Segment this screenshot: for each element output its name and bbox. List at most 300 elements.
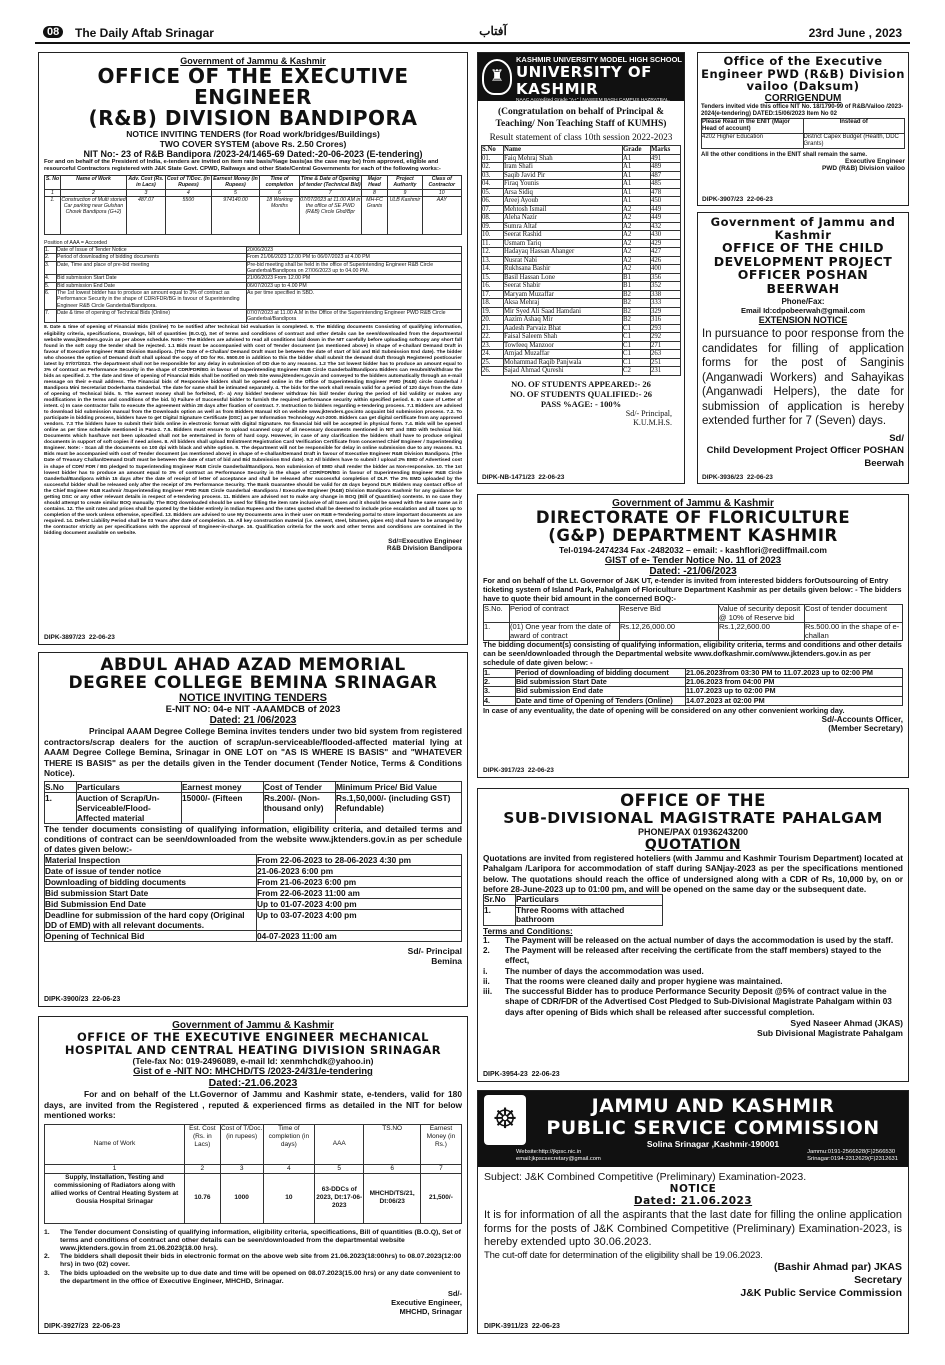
phone-jammu: Jammu:0191-2566528(F)2566530 xyxy=(807,1149,896,1155)
ad-intro: For and on behalf of the Lt. Governor of J&K UT, e-tender is invited from interested bidders forOutsourcing of Entry ticketing system of Island Park, Pahalgam of Floriculture Department Kashmir as per details given below: - The bidders have to quote their bid amount in the concerned BOQ:- xyxy=(483,576,902,603)
issue-date: 23rd June , 2023 xyxy=(808,26,902,40)
td: Supply, Installation, Testing and commissioning of Radiators along with allied works of Central Heating System at Gousia Hospital Srinagar xyxy=(45,1173,185,1223)
td: 20. xyxy=(482,316,504,325)
td: B2 xyxy=(623,316,651,325)
contract-table xyxy=(483,604,903,641)
td: 15. xyxy=(482,273,504,282)
td: 21-06-2023 6:00 pm xyxy=(257,865,462,876)
td: 14.07.2023 at 02:00 PM xyxy=(686,696,903,705)
td: 449 xyxy=(651,214,681,223)
cutoff-line: The cut-off date for determination of the eligibility shall be 19.06.2023. xyxy=(484,1249,763,1261)
td: B1 xyxy=(623,282,651,291)
td: 18. xyxy=(482,299,504,308)
signatory: Sd/- Principal xyxy=(407,945,462,956)
item-text: The Payment will be released on the actual number of days the accommodation is used by the staff. xyxy=(505,935,894,945)
ad-gov-line: Government of Jammu & Kashmir xyxy=(172,1020,334,1031)
ad-title: OFFICE OF THE EXECUTIVE ENGINEER xyxy=(97,64,409,109)
ref-no: DIPK-3917/23 xyxy=(483,767,525,774)
td: 1 xyxy=(45,1164,185,1173)
masthead-logo: آفتاب xyxy=(479,24,507,38)
td: Seerat Shabir xyxy=(504,282,623,291)
td: A1 xyxy=(623,171,651,180)
schedule-intro: The tender documents consisting of qualifying information, eligibility criteria, and detailed terms and conditions of contract can be seen/downloaded from the website www.jktenders.gov.in as per schedule of dates given below:- xyxy=(44,823,462,854)
table-row xyxy=(45,254,462,261)
td: A2 xyxy=(623,265,651,274)
page-header xyxy=(35,24,910,44)
td: 19. xyxy=(482,307,504,316)
ref-no: DIPK-3911/23 xyxy=(484,1323,528,1330)
ad-title: OFFICE OF THE EXECUTIVE ENGINEER MECHANICAL xyxy=(77,1030,429,1044)
dated-line: Dated: -21/06/2023 xyxy=(649,566,737,577)
th: Value of security deposit @ 10% of Reserve bid xyxy=(719,605,805,623)
td: 11.07.2023 up to 02:00 PM xyxy=(686,687,903,696)
td: 12. xyxy=(482,248,504,257)
dipk-ref xyxy=(702,196,773,203)
table-row xyxy=(482,231,681,240)
th: S.No xyxy=(482,146,504,155)
td: 2 xyxy=(185,1164,221,1173)
td: Period of downloading of bidding documents xyxy=(57,254,247,261)
td: Basil Hassan Lone xyxy=(504,273,623,282)
td: 1. xyxy=(45,792,77,823)
td: Pre-bid meeting shall be held in the office of Superintending Engineer R&B Circle Ganderbal/Bandipora on 27/06/2023 up to 04.00 PM. xyxy=(247,261,462,275)
th: Time of completion (in days) xyxy=(263,1124,314,1164)
td: 6 xyxy=(260,189,300,196)
table-row xyxy=(482,299,681,308)
table-header xyxy=(45,781,462,792)
td: Saqib Javid Pir xyxy=(504,171,623,180)
ref-date: 22-06-23 xyxy=(746,196,773,203)
td: Aksa Mehraj xyxy=(504,299,623,308)
table-row xyxy=(482,367,681,376)
td: 427 xyxy=(651,248,681,257)
td: 3 xyxy=(220,1164,263,1173)
page-number: 08 xyxy=(43,26,63,38)
td: Period of downloading of bidding document xyxy=(516,668,686,677)
td: From 21-06-2023 6:00 pm xyxy=(257,876,462,887)
td: 1. xyxy=(45,247,57,254)
th: TS.NO xyxy=(364,1124,420,1164)
ad-sdm-pahalgam xyxy=(477,788,909,1082)
td: 974140.00 xyxy=(211,196,260,234)
table-row xyxy=(482,154,681,163)
ad-title: JAMMU AND KASHMIR xyxy=(591,1095,835,1117)
td: Usmam Tariq xyxy=(504,239,623,248)
table-header xyxy=(702,118,905,133)
dipk-ref xyxy=(44,1323,120,1330)
auction-table xyxy=(44,781,462,824)
td: 430 xyxy=(651,231,681,240)
td: 2 xyxy=(61,189,127,196)
td: B2 xyxy=(623,307,651,316)
td: 7 xyxy=(299,189,361,196)
table-row xyxy=(482,324,681,333)
td: Auction of Scrap/Un-Serviceable/Flood-Affected material xyxy=(77,792,182,823)
td: C1 xyxy=(623,324,651,333)
item-no: 2. xyxy=(44,1253,50,1261)
table-row xyxy=(482,214,681,223)
signatory: Syed Naseer Ahmad (JKAS) xyxy=(790,1018,903,1029)
table-row xyxy=(482,282,681,291)
table-row xyxy=(482,171,681,180)
signatory: Executive Engineer xyxy=(845,157,905,165)
td: 4 xyxy=(165,189,211,196)
th: Name xyxy=(504,146,623,155)
td: Date, Time and place of pre-bid meeting xyxy=(57,261,247,275)
works-table xyxy=(44,1124,462,1224)
position-line: Position of AAA = Accorded xyxy=(44,239,108,246)
td: 18 Working Months xyxy=(260,196,300,234)
ad-title: ABDUL AHAD AZAD MEMORIAL xyxy=(100,655,406,675)
notes-list xyxy=(44,1229,462,1286)
table-row xyxy=(45,909,462,930)
td: Date & time of opening of Technical Bids (Online) xyxy=(57,309,247,323)
td: 400 xyxy=(651,265,681,274)
td: 450 xyxy=(651,197,681,206)
td: 3 xyxy=(127,189,166,196)
ad-title: DIRECTORATE OF FLORICULTURE xyxy=(535,508,851,527)
th: Cost of Tender xyxy=(264,781,336,792)
terms-heading: Terms and Conditions: xyxy=(483,925,573,936)
td: Date of issue of tender notice xyxy=(45,865,257,876)
td: From 22-06-2023 11:00 am xyxy=(257,887,462,898)
ad-notice: NOTICE INVITING TENDERS (for Road work/bridges/Buildings) xyxy=(126,129,380,139)
td: 1. xyxy=(484,668,516,677)
td: 14. xyxy=(482,265,504,274)
td: AAY xyxy=(422,196,461,234)
signatory-office: Sub Divisional Magistrate Pahalgam xyxy=(757,1028,903,1039)
td: A2 xyxy=(623,214,651,223)
td: Mehtosh Ismail xyxy=(504,205,623,214)
ad-body-text: Quotations are invited from registered hoteliers (with Jammu and Kashmir Tourism Department) located at Pahalgam /Laripora for accommodation of staff during SANjay-2023 as per the specifications mentioned below. The quotations should reach the office of undersigned along with a CDR of Rs, 10,000 by, on or before 28-June-2023 up to 01:00 pm, and will be opened on the same day or the subsequent date. xyxy=(483,853,903,894)
th: Est. Cost (Rs. in Lacs) xyxy=(185,1124,221,1164)
quotation-table xyxy=(483,894,663,926)
td: Rs.1,50,000/- (including GST) Refundable) xyxy=(336,792,462,823)
td: 5. xyxy=(45,282,57,289)
table-row xyxy=(482,358,681,367)
td: (01) One year from the date of award of contract xyxy=(510,623,620,641)
table-row xyxy=(482,222,681,231)
item-text: The Tender document Consisting of qualifying information, eligibility criteria, specifications, Bill of quantities (B.O.Q), Set of terms and conditions of contract and other details can be seen/downloaded from the departmental website www.jktenders.gov.in from 21.06.2023(18.00 hrs). xyxy=(60,1228,461,1252)
td: 21. xyxy=(482,324,504,333)
td: 432 xyxy=(651,222,681,231)
table-row xyxy=(482,256,681,265)
td: 4 xyxy=(263,1164,314,1173)
signatory-office: K.U.M.H.S. xyxy=(633,417,672,427)
table-row xyxy=(484,687,903,696)
nit-line: E-NIT NO: 04-e NIT -AAAMDCB of 2023 xyxy=(165,704,341,715)
td: Bid submission End date xyxy=(516,687,686,696)
ad-cdpo-beerwah xyxy=(697,212,909,484)
ref-no: DIPK-3954-23 xyxy=(483,1071,528,1078)
dipk-ref xyxy=(483,767,554,774)
ad-gov-line: Government of Jammu & Kashmir xyxy=(180,56,326,66)
ad-body-text: 8. Date & time of opening of Financial Bids (Online) To be notified after technical bid evaluation is completed. 9. The Bidding documents Consisting of qualifying information, eligibility criteria, specifications, Drawings, bill of quantities (B.O.Q), Set of terms and conditions of contract and other details can be seen/downloaded from the departmental website www.jktenders.gov.in as per above schedule. Note:- The Bidders are advised to read all conditions laid down in the NIT carefully before uploading softcopy any short fall found in the soft copy the tender shall be rejected. 1.1 Bids must be accompanied with cost of Tender document (as mentioned above) in shape of e-challan/ Demand Draft in favour of Executive Engineer R&B Division Bandipora. (The Date of e-Challan/ Demand Draft must be between the date of start of bid and Bid Submission End date). The bidder who chooses the option of Demand draft shall upload the copy of DD for Rs. 5500.00 in addition to this the bidder shall submit the demand draft through Registered post/courier latest by 07/07/2023. The department shall not be responsible for any delay in submission of DD due to any reasons. 1.2 The 1st lowest bidder has to produce an amount equal to 3% of contract as Performance Security in the shape of CDR/FDR/BG in favour of Superintending Engineer R&B Circle Ganderbal/Bandipora Bidders can resubmit/withdraw the bids as specified. 2. The date and time of opening of Financial Bids shall be notified on Web Site www.jktenders.gov.in and conveyed to the bidders automatically through an e-mail message on their e-mail address. The Financial bids of Responsive bidders shall be opened online in the Office of Superintending Engineer PWD (R&B) circle Ganderbal / Bandipora Mini Secretariat Doderhama Ganderbal. The date for same shall be intimated separately. 4. The bids for the work shall remain valid for a period of 120 days from the date of opening of Technical bids. 5. The earnest money shall be forfeited, If:- a) Any bidder/ tenderer withdraw his bid/ tender during the period of bid validity or makes any modifications in the terms and conditions of the bid. b) Failure of Successful bidder to furnish the required performance security within specified period. 6. In case of Letter of intent. c) In case contractor fails to execute the agreement within 28 days after fixation of contract. 7. Instruction to bidders regarding e-tendering process. 7.1 Bidders are advised to download bid submission manual from the Downloads option as well as from Bidders Manual Kit on website www.jktenders.gov.into acquaint bid submission process. 7.2. To participate in bidding process, bidders have to get Digital Signature Certificate (DSC) as per Information Technology Act-2000. Bidders can get digital certificate from any approved vendors. 7.3 The bidders have to submit their bids online in electronic format with digital Signature. No financial bid will be accepted in physical form. 7.4. Bids will be opened online as per time schedule mentioned in Para-2. 7.5. Bidders must ensure to upload scanned copy of all necessary documents mentioned in NIT and SBD with technical bid. Documents which has/have not been uploaded shall not be entertained in form of hard copy. However, in case of any clarification the bidders shall have to produce original documents in support of soft copies if need arises. 8. All bidders shall upload Enlistment Registration Card Verification Certificate from concerned Chief Engineer / Superintending Engineer. Note: - Scan all the documents on 100 dpi with black and white option. 9. The department will not be responsible for delay in online submission due to any reasons. 9.1 Bids must be accompanied with cost of Tender document (as mentioned above) in shape of e-challan/Demand Draft in favour of Executive Engineer R&B Division Bandipora. (The Date of Treasury Challan/Demand Draft must be between the date of start of bid and Bid Submission End date). 9.2 All bidders have to submit / upload 2% EMD of Advertised cost in shape of CDR/ FDR / BG pledged to Superintending Engineer R&B Circle Ganderbal/Bandipora. Non submission of EMD shall render the bidder as Non-responsive. 10. The 1st lowest bidder has to produce an amount equal to 3% of contract as Performance Security in the shape of CDR/FDR/BG in favour of Superintending Engineer R&B Circle Ganderbal/Bandipora within 15 days after the date of receipt of letter of acceptance and shall be released after successful completion of DLP. The 2% EMD uploaded by the successful bidder shall be released only after the receipt of 3% Performance Security. The Bank Guarantee should be valid for 45 days beyond DLP. Bidders may contact office of the Chief Engineer R&B Kashmir /Superintending Engineer PWD R&B Circle Ganderbal -Bandipora / Executive Engineer (R&B) Division Bandipora Kashmir for any guidance for getting DSC or any other relevant details in respect of e-tendering process. 11. Bidders are advised not to make any change in BOQ (Bill of Quantities) contents. In no case they should attempt to create similar BOQ manually. The BOQ downloaded should be used for filling the item rate inclusive of all taxes and it should be saved with the same name as it contains. 12. The unit rates and prices shall be quoted by the bidder entirely in Indian Rupees and the rates quoted shall be deemed to include price escalation and all taxes up to completion of the work unless otherwise, specified. 13. Bidders are advised to use My Documents area in their user on R&B e-Tendering portal to store important documents as are required. 14. Defect Liability Period shall be 03 Years after date of completion. 15. All key construction material (i.e. cement, steel, bitumen, pipes etc) shall have to be arranged by the contractor strictly as per specifications with the approval of Engineer-in-charge. 16. Qualification criteria for the work and other terms and conditions are contained in the bidding document available on website. xyxy=(44,325,462,537)
schedule-table xyxy=(44,246,462,323)
th: S. No xyxy=(45,176,61,190)
item-no: 1. xyxy=(483,935,490,945)
td: Bid Submission End Date xyxy=(45,898,257,909)
ref-date: 22-06-23 xyxy=(92,1323,121,1330)
td: B2 xyxy=(623,299,651,308)
schedule-intro: The bidding document(s) consisting of qualifying information, eligibility criteria, terms and conditions and other details can be seen/downloaded through the Departmental website www.dofkashmir.com/www.jktenders.gov.in as per schedule of date given below: - xyxy=(483,640,902,667)
td: 263 xyxy=(651,350,681,359)
item-text: The bidders shall deposit their bids in electronic format on the above web site from 21.06.2023(18:00hrs) to 08.07.2023(12:00 hrs) in two (02) cover. xyxy=(60,1253,462,1269)
td: Up to 01-07-2023 4:00 pm xyxy=(257,898,462,909)
td: 356 xyxy=(651,273,681,282)
td: A2 xyxy=(623,231,651,240)
item-text: The number of days the accommodation was used. xyxy=(505,966,704,976)
contact-line: Tel-0194-2474234 Fax -2482032 – email: - kashflori@rediffmail.com xyxy=(559,545,827,555)
td: A2 xyxy=(623,239,651,248)
table-row xyxy=(45,289,462,309)
ad-nit: NIT No:- 23 of R&B Bandipora /2023-24/1465-69 Dated:-20-06-2023 (E-tendering) xyxy=(83,149,423,159)
td: Three Rooms with attached bathroom xyxy=(516,905,663,925)
td: 10 xyxy=(263,1173,314,1223)
td: 21.06.2023 from 04:00 PM xyxy=(686,678,903,687)
td: Bid submission End Date xyxy=(57,282,247,289)
ref-no: DIPK-NB-1471/23 xyxy=(482,474,535,481)
td: A2 xyxy=(623,222,651,231)
dated-line: Dated: 21 /06/2023 xyxy=(209,715,297,726)
list-item xyxy=(483,946,903,967)
td: Sumra Altaf xyxy=(504,222,623,231)
works-table xyxy=(44,175,462,235)
td: Aazim Ashaq Mir xyxy=(504,316,623,325)
ad-title: Office of the Executive Engineer PWD (R&B) Division vailoo (Daksum) xyxy=(701,54,905,93)
address-line: Solina Srinagar ,Kashmir-190001 xyxy=(646,1139,780,1149)
td: Bid submission Start Date xyxy=(516,678,686,687)
table-row xyxy=(482,333,681,342)
td: C1 xyxy=(623,333,651,342)
td: District Capex Budget (Health, DDC Grants) xyxy=(803,133,905,148)
phone-line: Phone/Fax: xyxy=(781,297,825,306)
td: 3. xyxy=(484,687,516,696)
table-row xyxy=(482,341,681,350)
td: 426 xyxy=(651,256,681,265)
ref-no: DIPK-3900/23 xyxy=(44,996,89,1003)
schedule-table xyxy=(483,668,903,706)
corrigendum-heading: CORRIGENDUM xyxy=(764,92,842,104)
td: Rukhsana Bashir xyxy=(504,265,623,274)
subject-line: Subject: J&K Combined Competitive (Preliminary) Examination-2023. xyxy=(484,1171,807,1183)
table-row xyxy=(482,188,681,197)
td: A1 xyxy=(623,188,651,197)
td: B2 xyxy=(623,290,651,299)
ref-no: DIPK-3897/23 xyxy=(44,634,86,641)
jkpsc-banner xyxy=(478,1091,908,1167)
pass-percentage: PASS %AGE: - 100% xyxy=(540,398,622,409)
td: A1 xyxy=(623,197,651,206)
website: Website:http://jkpsc.nic.in xyxy=(516,1149,582,1155)
td: Maryam Muzaffar xyxy=(504,290,623,299)
td: Aleha Nazir xyxy=(504,214,623,223)
td: 06/07/2023 up to 4.00 PM xyxy=(247,282,462,289)
signatory-location: MHCHD, Srinagar xyxy=(399,1306,462,1316)
signatory-office: PWD (R&B) Division vailoo xyxy=(821,164,905,172)
td: B1 xyxy=(623,273,651,282)
list-item xyxy=(483,967,903,977)
university-name: UNIVERSITY OF KASHMIR xyxy=(516,63,652,98)
td: MHCHD/TS/21, Dt:06/23 xyxy=(364,1173,420,1223)
students-appeared: NO. OF STUDENTS APPEARED:- 26 xyxy=(511,378,651,389)
table-row xyxy=(482,290,681,299)
list-item xyxy=(483,987,903,1018)
td: 6. xyxy=(45,289,57,309)
td: 04. xyxy=(482,180,504,189)
item-text: That the rooms were cleaned daily and proper hygiene was maintained. xyxy=(505,976,783,986)
td: 21.06.2023from 03:30 PM to 11.07.2023 up to 02:00 PM xyxy=(686,668,903,677)
national-emblem-icon: ☸ xyxy=(484,1095,526,1145)
td: 10 xyxy=(422,189,461,196)
terms-list xyxy=(483,936,903,1018)
dipk-ref xyxy=(702,474,773,481)
td: MH-FC Grants xyxy=(361,196,388,234)
th: Grade xyxy=(623,146,651,155)
th: Earnest Money (in Rs.) xyxy=(420,1124,461,1164)
students-qualified: NO. OF STUDENTS QUALIFIED:- 26 xyxy=(509,388,653,399)
td: Opening of Technical Bid xyxy=(45,930,257,941)
td: Nusrat Nabi xyxy=(504,256,623,265)
th: Earnest Money (in Rupees) xyxy=(213,176,258,189)
td: 07/07/2023 at 11.00 A.M in the Office of the Superintending Engineer PWD R&B Circle Ganderbal/Bandipora xyxy=(247,309,462,323)
td: 21,500/- xyxy=(420,1173,461,1223)
td: 487.07 xyxy=(127,196,166,234)
item-text: The Payment will be released after receiving the certificate from the staff members) stayed to the effect, xyxy=(505,945,882,966)
td: 15000/- (Fifteen xyxy=(182,792,264,823)
list-item xyxy=(44,1229,462,1254)
ref-date: 22-06-23 xyxy=(88,634,115,641)
td: 6 xyxy=(364,1164,420,1173)
td: Faiq Mehraj Shah xyxy=(504,154,623,163)
th: Cost of T/Doc. (in Rupees) xyxy=(166,176,210,189)
ad-body-text: It is for information of all the aspirants that the last date for filling the online application forms for the posts of J&K Combined Competitive (Preliminary) Examination-2023, is hereby extended upto 30.06.2023. xyxy=(484,1209,902,1248)
ad-body-text: Principal AAAM Degree College Bemina invites tenders under two bid system from registered contractors/scrap dealers for the auction of scrap/un-serviceable/flooded-affected material lying at AAAM Degree College Bemina, Srinagar in ONE LOT on "AS IS WHERE IS BASIS" and "WHATEVER THERE IS BASIS" as per the details given in the Tender document (Tender Notice, Terms & Conditions Notice). xyxy=(44,726,462,778)
dipk-ref xyxy=(44,996,120,1003)
th: Marks xyxy=(651,146,681,155)
td: 7. xyxy=(45,309,57,323)
table-row xyxy=(45,876,462,887)
td: 251 xyxy=(651,358,681,367)
td: 08. xyxy=(482,214,504,223)
email-line: Email Id:cdpobeerwah@gmail.com xyxy=(740,306,865,315)
contact-line: (Tele-fax No: 019-2496089, e-mail Id: xenmhchdk@yahoo.in) xyxy=(132,1056,374,1066)
table-header xyxy=(484,605,903,623)
td: As per time specified in SBD. xyxy=(247,289,462,309)
td: 1. xyxy=(484,905,516,925)
td: 271 xyxy=(651,341,681,350)
table-row xyxy=(45,1173,462,1223)
td: 489 xyxy=(651,163,681,172)
ad-pwd-vailoo xyxy=(697,52,909,206)
school-name: KASHMIR UNIVERSITY MODEL HIGH SCHOOL xyxy=(516,55,682,64)
td: Iram Shafi xyxy=(504,163,623,172)
td: Rs.200/- (Non-thousand only) xyxy=(264,792,336,823)
table-row xyxy=(484,623,903,641)
item-no: 3. xyxy=(44,1269,50,1277)
signatory: Sd/- Principal, xyxy=(625,408,672,418)
th: Instead of xyxy=(803,118,905,133)
td: 17. xyxy=(482,290,504,299)
td: 7 xyxy=(420,1164,461,1173)
td: 21/06/2023 From 12.00 PM xyxy=(247,275,462,282)
td: 07. xyxy=(482,205,504,214)
td: A1 xyxy=(623,154,651,163)
th: Cost of tender document xyxy=(805,605,903,623)
table-row xyxy=(482,265,681,274)
foot-note: In case of any eventuality, the date of opening will be considered on any other convenient working day. xyxy=(483,705,845,715)
td: Bid submission Start Date xyxy=(57,275,247,282)
table-row xyxy=(45,854,462,865)
td: 231 xyxy=(651,367,681,376)
table-row xyxy=(45,282,462,289)
dipk-ref xyxy=(44,634,115,641)
td: 429 xyxy=(651,239,681,248)
th: Earnest money xyxy=(182,781,264,792)
td: C1 xyxy=(623,350,651,359)
ad-aaam-college xyxy=(38,652,468,1007)
td: 4202 Higher Education xyxy=(702,133,804,148)
table-row xyxy=(482,350,681,359)
td: 20/06/2023 xyxy=(247,247,462,254)
td: Aadesh Parvaiz Bhat xyxy=(504,324,623,333)
table-header xyxy=(484,895,663,906)
ref-date: 22-06-23 xyxy=(538,474,565,481)
signatory-office: (Member Secretary) xyxy=(828,723,903,733)
dipk-ref xyxy=(484,1323,560,1330)
ad-title-2: HOSPITAL AND CENTRAL HEATING DIVISION SRINAGAR xyxy=(64,1042,442,1057)
ref-date: 22-06-23 xyxy=(92,996,121,1003)
ad-intro: For and on behalf of the President of India, e-tenders are invited on item rate basis/%age basis(as the case may be) from approved, eligible and resourceful Contractors registered with J&K State Govt. CPWD, Railways and other State/Central Governments for each of the following works:- xyxy=(44,159,441,172)
table-row xyxy=(482,197,681,206)
table-row xyxy=(702,133,905,148)
td: 06. xyxy=(482,197,504,206)
signatory-title: Secretary xyxy=(854,1273,902,1286)
table-row xyxy=(45,792,462,823)
td: From 21/06/2023 12.00 PM to 06/07/2023 at 4.00 PM xyxy=(247,254,462,261)
list-item xyxy=(44,1270,462,1286)
table-row xyxy=(482,163,681,172)
td: The 1st lowest bidder has to produce an amount equal to 3% of contract as Performance Security in the shape of CDR/FDR/BG in favour of Superintending Engineer R&B Circle Ganderbal/Bandipora. xyxy=(57,289,247,309)
table-row xyxy=(45,865,462,876)
table-row xyxy=(45,309,462,323)
ad-mhchd-srinagar xyxy=(38,1016,468,1334)
th: Time & Date of Opening of tender (Technical Bid) xyxy=(299,176,361,189)
naac-line: NAAC Accredited Grade "A+" | NASEEM BAGH CAMPUS HAZRATBAL, SRINAGAR xyxy=(516,98,670,108)
td: A2 xyxy=(623,205,651,214)
list-item xyxy=(483,936,903,946)
signatory-office: R&B Division Bandipora xyxy=(386,545,462,553)
th: Time of completion xyxy=(260,176,300,190)
notice-heading: NOTICE INVITING TENDERS xyxy=(179,692,327,704)
dated-line: Dated:-21.06.2023 xyxy=(208,1077,298,1089)
td: Firaq Younis xyxy=(504,180,623,189)
table-row xyxy=(482,205,681,214)
td: 1000 xyxy=(220,1173,263,1223)
td: C1 xyxy=(623,341,651,350)
signatory-office: Executive Engineer, xyxy=(391,1297,462,1307)
td: Rs.12,26,000.00 xyxy=(620,623,719,641)
list-item xyxy=(483,977,903,987)
table-row xyxy=(45,887,462,898)
ad-title-2: PUBLIC SERVICE COMMISSION xyxy=(546,1117,880,1139)
signatory: Sd/-Accounts Officer, xyxy=(821,714,903,724)
table-header xyxy=(45,1124,462,1164)
td: 1. xyxy=(484,623,510,641)
results-table xyxy=(481,145,681,376)
td: 333 xyxy=(651,299,681,308)
td: Downloading of bidding documents xyxy=(45,876,257,887)
